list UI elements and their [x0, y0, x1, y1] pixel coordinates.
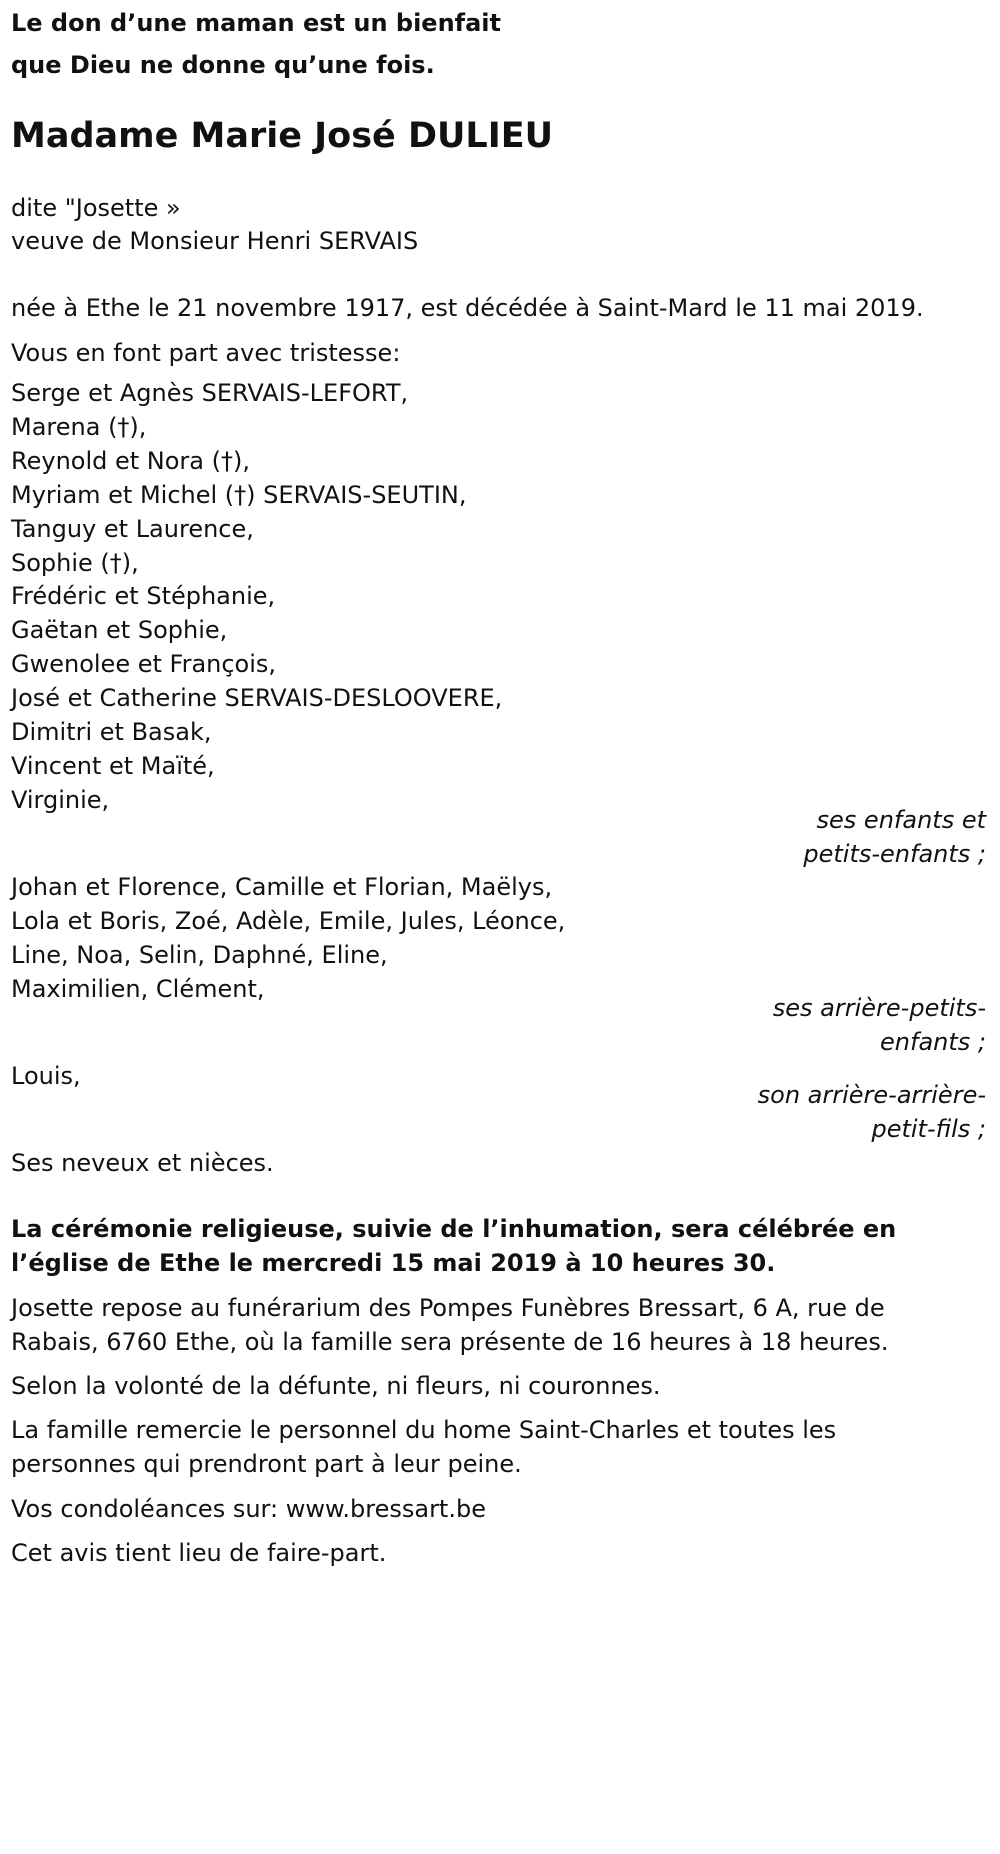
children-role-line-1: ses enfants et: [816, 806, 986, 834]
announcement: Vous en font part avec tristesse:: [11, 339, 401, 367]
great-grandchildren-role-line-2: enfants ;: [880, 1028, 986, 1056]
ceremony-line-1: La cérémonie religieuse, suivie de l’inhumation, sera célébrée en: [11, 1215, 897, 1243]
verse-line-1: Le don d’une maman est un bienfait: [11, 9, 502, 37]
great-great-grandson-role-line-1: son arrière-arrière-: [757, 1081, 986, 1109]
family-member-line: Vincent et Maïté,: [11, 752, 215, 780]
family-member-line: Tanguy et Laurence,: [11, 515, 254, 543]
family-member-line: Reynold et Nora (†),: [11, 447, 250, 475]
deceased-name: Madame Marie José DULIEU: [11, 116, 554, 156]
family-member-line: Myriam et Michel (†) SERVAIS-SEUTIN,: [11, 481, 467, 509]
condolences-line: Vos condoléances sur: www.bressart.be: [11, 1495, 486, 1523]
birth-death-line: née à Ethe le 21 novembre 1917, est décédée à Saint-Mard le 11 mai 2019.: [11, 294, 924, 322]
thanks-line-2: personnes qui prendront part à leur peine.: [11, 1450, 522, 1478]
great-grandchildren-line: Line, Noa, Selin, Daphné, Eline,: [11, 941, 388, 969]
great-grandchildren-role-line-1: ses arrière-petits-: [772, 994, 986, 1022]
family-member-line: Sophie (†),: [11, 549, 139, 577]
thanks-line-1: La famille remercie le personnel du home Saint-Charles et toutes les: [11, 1416, 837, 1444]
flowers-note: Selon la volonté de la défunte, ni fleurs, ni couronnes.: [11, 1372, 661, 1400]
family-member-line: Gwenolee et François,: [11, 650, 277, 678]
deceased-nickname: dite "Josette »: [11, 194, 181, 222]
family-member-line: Frédéric et Stéphanie,: [11, 582, 276, 610]
great-great-grandson-name: Louis,: [11, 1062, 81, 1090]
great-grandchildren-line: Johan et Florence, Camille et Florian, Maëlys,: [11, 873, 553, 901]
great-great-grandson-role-line-2: petit-fils ;: [871, 1115, 986, 1143]
family-member-line: Gaëtan et Sophie,: [11, 616, 228, 644]
verse-line-2: que Dieu ne donne qu’une fois.: [11, 51, 435, 79]
deceased-widow-of: veuve de Monsieur Henri SERVAIS: [11, 227, 419, 255]
family-member-line: Virginie,: [11, 786, 110, 814]
funerarium-line-1: Josette repose au funérarium des Pompes Funèbres Bressart, 6 A, rue de: [11, 1294, 885, 1322]
family-member-line: José et Catherine SERVAIS-DESLOOVERE,: [11, 684, 503, 712]
family-member-line: Dimitri et Basak,: [11, 718, 212, 746]
ceremony-line-2: l’église de Ethe le mercredi 15 mai 2019 à 10 heures 30.: [11, 1249, 776, 1277]
great-grandchildren-line: Lola et Boris, Zoé, Adèle, Emile, Jules, Léonce,: [11, 907, 566, 935]
funerarium-line-2: Rabais, 6760 Ethe, où la famille sera présente de 16 heures à 18 heures.: [11, 1328, 889, 1356]
family-member-line: Serge et Agnès SERVAIS-LEFORT,: [11, 379, 409, 407]
great-grandchildren-line: Maximilien, Clément,: [11, 975, 265, 1003]
notice-line: Cet avis tient lieu de faire-part.: [11, 1539, 387, 1567]
children-role-line-2: petits-enfants ;: [803, 840, 986, 868]
nephews-nieces: Ses neveux et nièces.: [11, 1149, 274, 1177]
family-member-line: Marena (†),: [11, 413, 147, 441]
